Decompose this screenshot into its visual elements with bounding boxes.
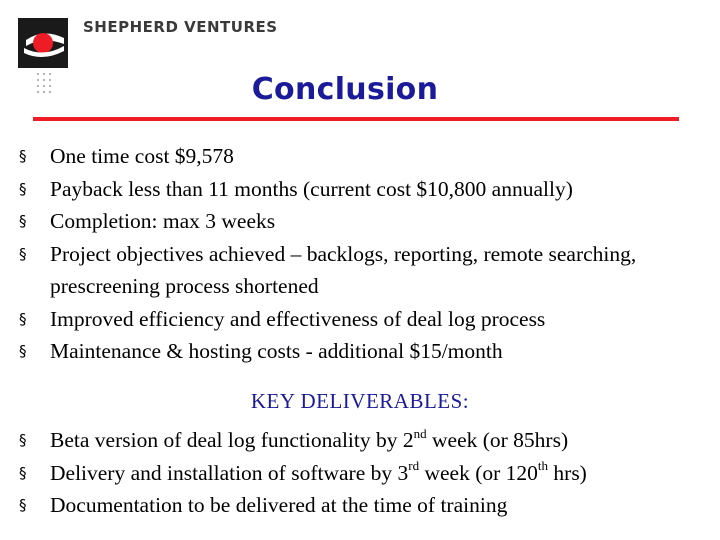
list-item [0,457,710,490]
list-item [0,303,710,336]
point-text: Project objectives achieved – backlogs, reporting, remote searching, prescreening process shortened [50,241,637,298]
point-text: Improved efficiency and effectiveness of deal log process [50,306,546,331]
point-text: One time cost $9,578 [50,144,234,168]
list-item [0,140,710,173]
deliverables-list [0,424,710,522]
list-item [0,424,710,457]
list-item [0,173,710,206]
brand-name: SHEPHERD VENTURES [83,18,278,36]
deliverable-text: Delivery and installation of software by 3rd week (or 120th hrs) [50,458,587,485]
conclusion-points [0,140,710,368]
deliverables-heading: KEY DELIVERABLES: [250,389,470,413]
logo-emblem-icon [18,18,68,68]
list-item [0,335,710,368]
bullet-icon: § [19,309,27,328]
bullet-icon: § [19,212,27,230]
logo-square [18,18,68,68]
bullet-icon: § [19,342,27,360]
bullet-icon: § [19,431,27,449]
deliverable-text: Beta version of deal log functionality by 2nd week (or 85hrs) [50,425,569,452]
slide-title: Conclusion [251,72,439,107]
bullet-icon: § [19,463,27,482]
point-text: Payback less than 11 months (current cost $10,800 annually) [50,176,573,201]
list-item [0,489,710,522]
bullet-icon: § [19,244,27,263]
bullet-icon: § [19,179,27,198]
list-item [0,205,710,238]
point-text: Maintenance & hosting costs - additional $15/month [50,339,503,363]
bullet-icon: § [19,147,27,165]
title-underline [33,117,679,121]
point-text: Completion: max 3 weeks [50,209,276,233]
list-item [0,238,690,303]
deliverable-text: Documentation to be delivered at the time of training [50,493,508,517]
bullet-icon: § [19,496,27,514]
